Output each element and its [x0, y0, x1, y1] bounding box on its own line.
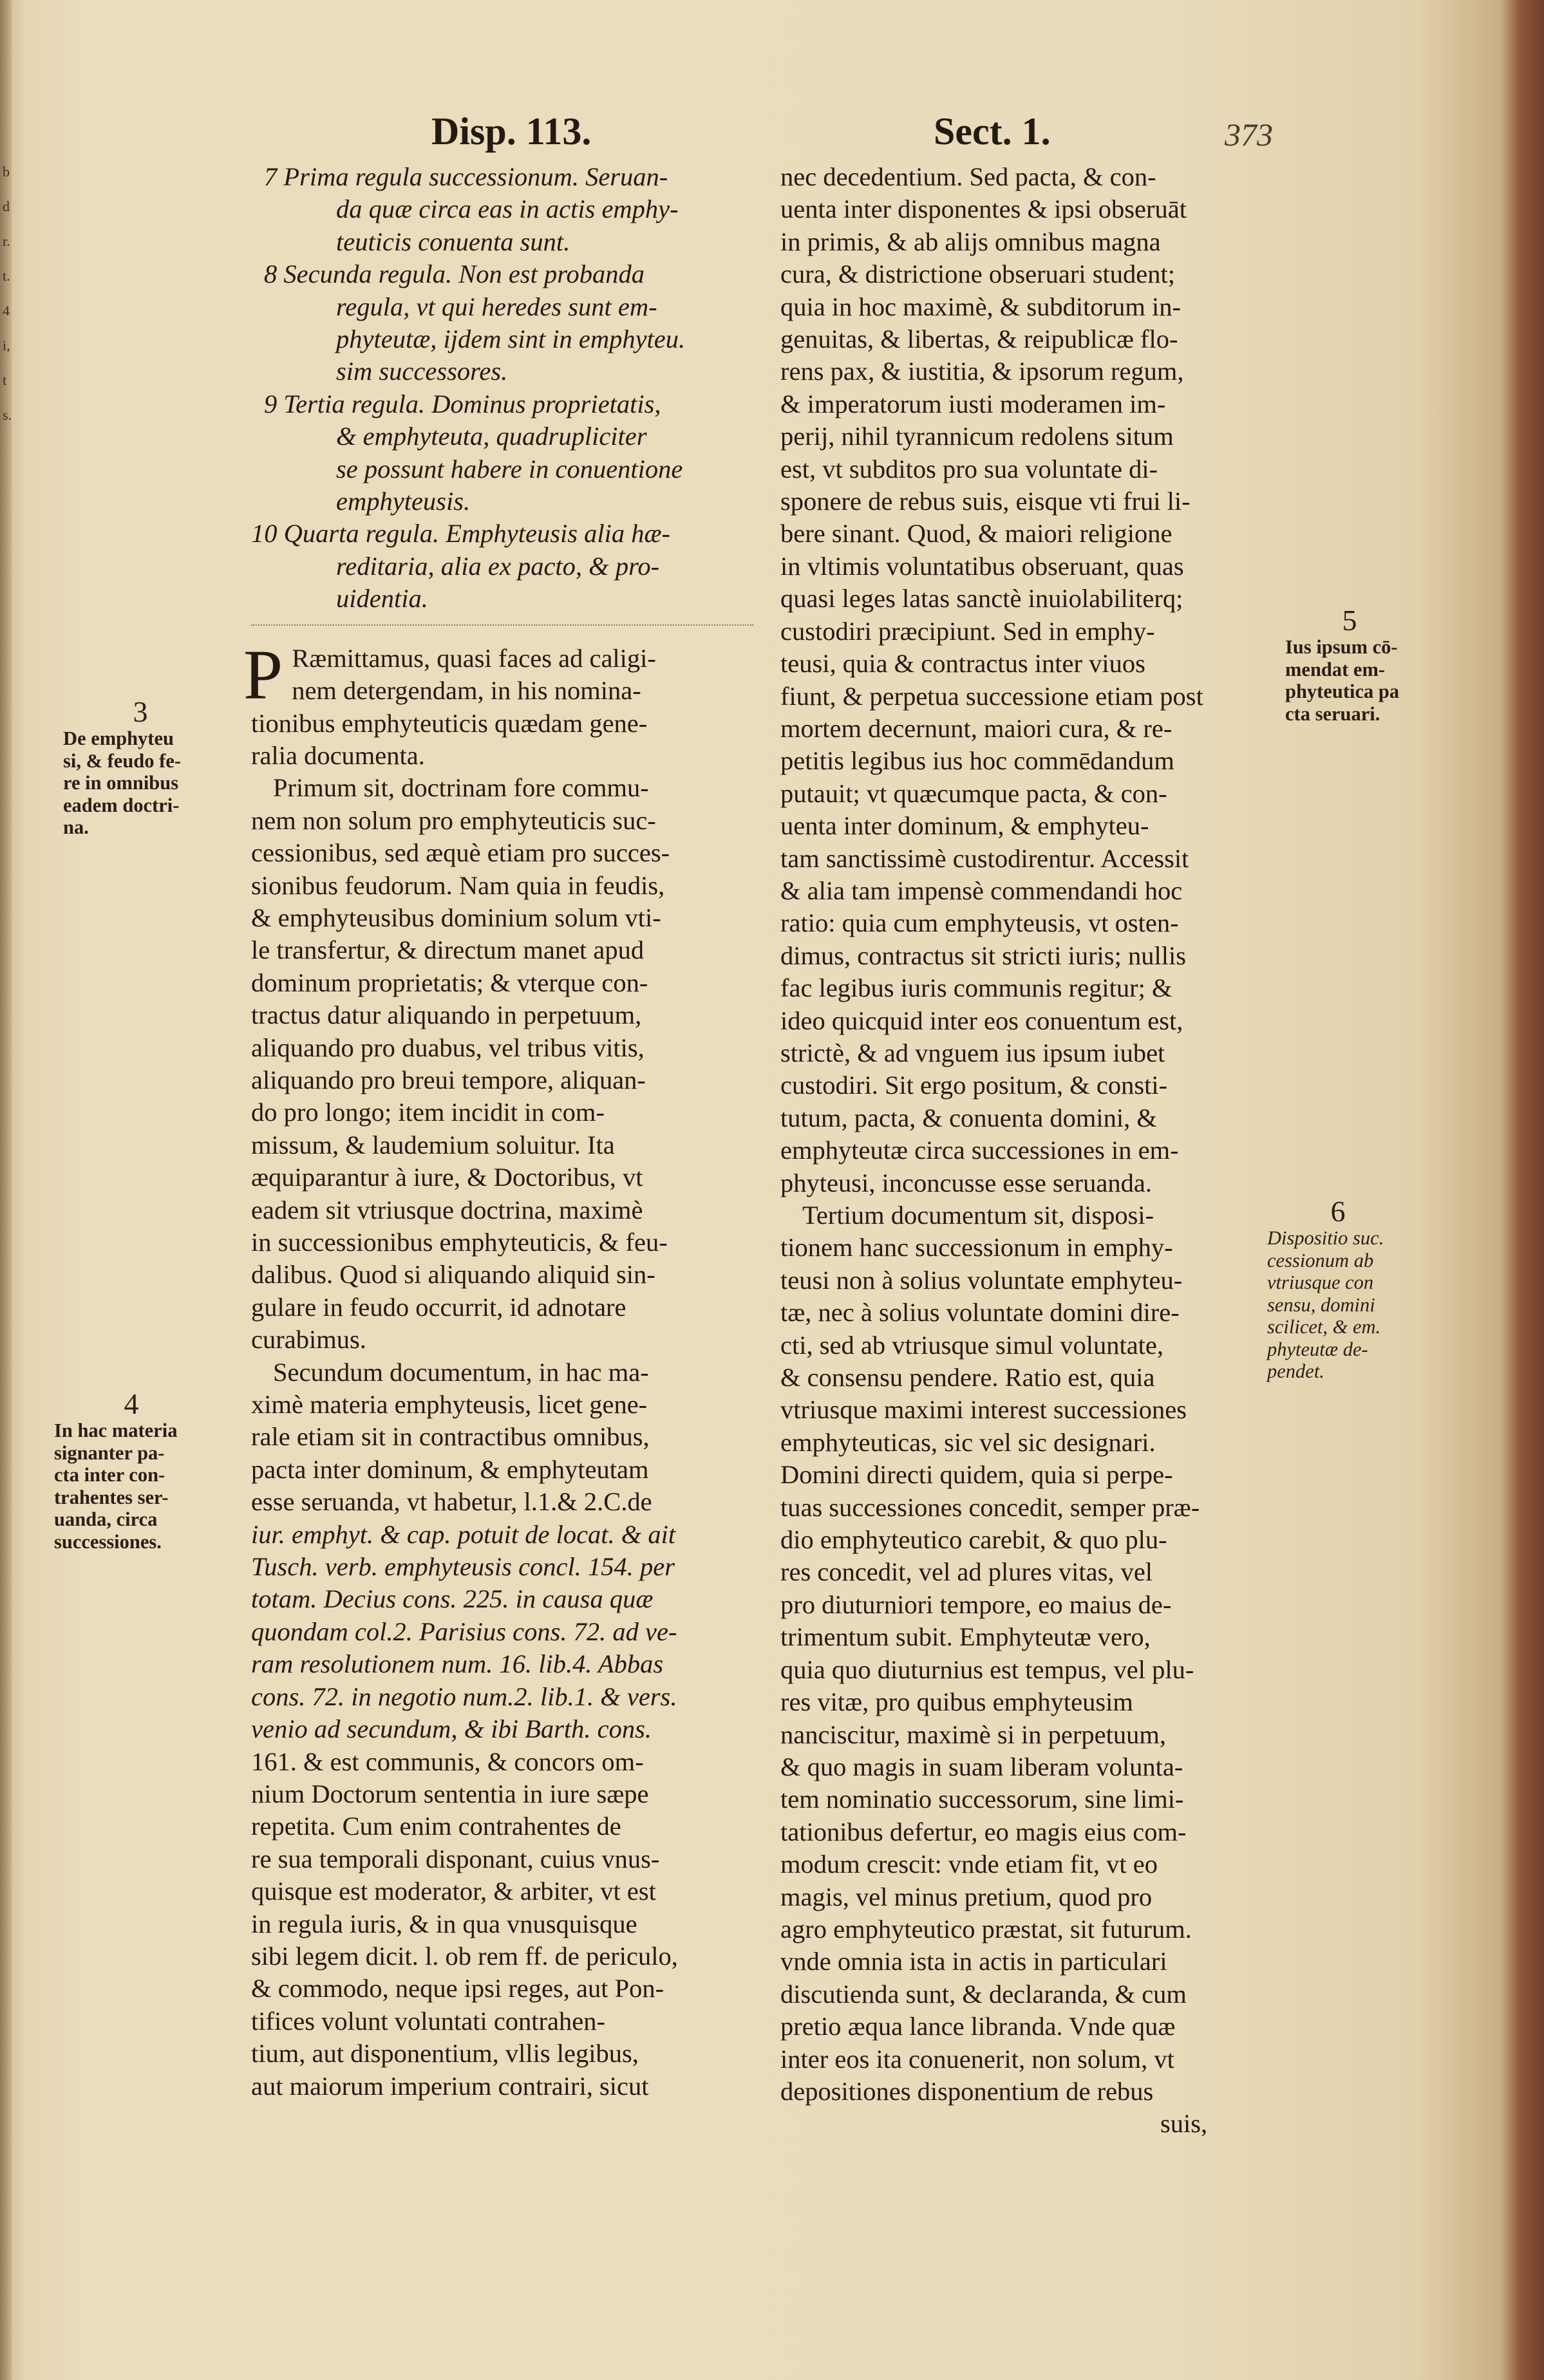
text-line: in primis, & ab alijs omnibus magna [780, 227, 1161, 256]
running-header-left: Disp. 113. [431, 110, 592, 153]
section-summary [251, 161, 753, 615]
text-line: inter eos ita conuenerit, non solum, vt [780, 2044, 1174, 2074]
text-line: fac legibus iuris communis regitur; & [780, 973, 1172, 1003]
summary-line: 8 Secunda regula. Non est probanda [264, 259, 645, 289]
text-line: teusi, quia & contractus inter viuos [780, 649, 1145, 679]
text-line: aliquando pro breui tempore, aliquan- [251, 1065, 646, 1094]
text-line: & alia tam impensè commendandi hoc [780, 876, 1183, 905]
margin-note-line: mendat em- [1285, 658, 1386, 680]
text-line: totam. Decius cons. 225. in causa quæ [251, 1584, 654, 1614]
text-line: & consensu pendere. Ratio est, quia [780, 1363, 1155, 1392]
text-line: Primum sit, doctrinam fore commu- [273, 773, 649, 803]
text-line: Tertium documentum sit, disposi- [802, 1201, 1154, 1230]
text-line: strictè, & ad vnguem ius ipsum iubet [780, 1038, 1165, 1067]
text-line: bere sinant. Quod, & maiori religione [780, 519, 1172, 548]
text-line: ram resolutionem num. 16. lib.4. Abbas [251, 1649, 664, 1679]
text-line: curabimus. [251, 1325, 366, 1354]
summary-line: da quæ circa eas in actis emphy- [336, 194, 679, 224]
summary-line: reditaria, alia ex pacto, & pro- [336, 551, 660, 581]
text-line: & imperatorum iusti moderamen im- [780, 389, 1166, 418]
margin-note-line: si, & feudo fe- [63, 749, 181, 772]
text-line: sibi legem dicit. l. ob rem ff. de periculo, [251, 1941, 678, 1971]
text-line: quasi leges latas sanctè inuiolabiliterq; [780, 584, 1183, 614]
text-line: Tusch. verb. emphyteusis concl. 154. per [251, 1552, 675, 1582]
margin-note-4 [54, 1389, 209, 1553]
text-line: sponere de rebus suis, eisque vti frui li- [780, 487, 1191, 516]
margin-note-line: pendet. [1267, 1360, 1324, 1382]
text-line: pretio æqua lance libranda. Vnde quæ [780, 2012, 1176, 2041]
text-line: nem detergendam, in his nomina- [292, 676, 641, 706]
right-column [780, 161, 1289, 2141]
margin-note-5 [1285, 605, 1414, 725]
text-line: magis, vel minus pretium, quod pro [780, 1882, 1153, 1911]
text-line: & emphyteusibus dominium solum vti- [251, 903, 661, 932]
text-line: nanciscitur, maximè si in perpetuum, [780, 1719, 1166, 1749]
margin-note-number: 6 [1330, 1195, 1346, 1228]
text-line: quia in hoc maximè, & subditorum in- [780, 292, 1182, 321]
edge-mark: r. [3, 233, 10, 249]
summary-line: emphyteusis. [336, 487, 471, 516]
text-line: phyteusi, inconcusse esse seruanda. [780, 1168, 1152, 1197]
edge-mark: b [3, 164, 10, 180]
margin-note-line: re in omnibus [63, 772, 179, 794]
margin-note-number: 3 [133, 695, 148, 728]
edge-mark: 4 [3, 303, 10, 319]
text-line: Ræmittamus, quasi faces ad caligi- [292, 643, 656, 673]
running-header-right: Sect. 1. [934, 110, 1051, 153]
text-line: esse seruanda, vt habetur, l.1.& 2.C.de [251, 1487, 652, 1517]
summary-line: & emphyteuta, quadrupliciter [336, 422, 647, 451]
margin-note-line: trahentes ser- [54, 1486, 169, 1508]
text-line: nec decedentium. Sed pacta, & con- [780, 162, 1156, 191]
text-line: aliquando pro duabus, vel tribus vitis, [251, 1033, 645, 1062]
text-line: teusi non à solius voluntate emphyteu- [780, 1265, 1183, 1295]
text-line: rens pax, & iustitia, & ipsorum regum, [780, 357, 1184, 386]
text-line: & commodo, neque ipsi reges, aut Pon- [251, 1974, 664, 2003]
text-line: tæ, nec à solius voluntate domini dire- [780, 1298, 1180, 1327]
edge-mark: i, [3, 337, 10, 353]
edge-mark: s. [3, 407, 12, 423]
margin-note-line: scilicet, & em. [1267, 1316, 1381, 1338]
margin-note-line: na. [63, 816, 89, 838]
margin-note-number: 5 [1342, 604, 1357, 637]
text-line: agro emphyteutico præstat, sit futurum. [780, 1914, 1192, 1944]
text-line: & quo magis in suam liberam volunta- [780, 1752, 1183, 1781]
text-line: cura, & districtione obseruari student; [780, 259, 1175, 289]
summary-line: teuticis conuenta sunt. [336, 227, 570, 256]
text-line: Secundum documentum, in hac ma- [273, 1357, 649, 1387]
text-line: custodiri præcipiunt. Sed in emphy- [780, 616, 1155, 646]
text-line: emphyteuticas, sic vel sic designari. [780, 1427, 1156, 1457]
drop-capital: P [243, 635, 283, 714]
text-line: repetita. Cum enim contrahentes de [251, 1812, 621, 1841]
text-line: nium Doctorum sententia in iure sæpe [251, 1779, 649, 1808]
margin-note-line: phyteutæ de- [1267, 1338, 1368, 1360]
text-line: venio ad secundum, & ibi Barth. cons. [251, 1714, 652, 1744]
text-line: rale etiam sit in contractibus omnibus, [251, 1422, 650, 1452]
text-line: suis, [1160, 2109, 1208, 2139]
left-column [243, 161, 753, 2103]
summary-line: 10 Quarta regula. Emphyteusis alia hæ- [251, 519, 670, 548]
text-line: tem nominatio successorum, sine limi- [780, 1785, 1184, 1814]
text-line: tam sanctissimè custodirentur. Accessit [780, 843, 1189, 873]
text-line: re sua temporali disponant, cuius vnus- [251, 1844, 660, 1873]
summary-line: phyteutæ, ijdem sint in emphyteu. [336, 324, 686, 354]
margin-note-line: vtriusque con [1267, 1271, 1374, 1293]
summary-line: regula, vt qui heredes sunt em- [336, 292, 657, 321]
text-line: tractus datur aliquando in perpetuum, [251, 1000, 642, 1030]
text-line: discutienda sunt, & declaranda, & cum [780, 1979, 1187, 2009]
text-line: 161. & est communis, & concors om- [251, 1747, 644, 1776]
text-line: emphyteutæ circa successiones in em- [780, 1136, 1179, 1165]
edge-mark: t. [3, 268, 10, 284]
text-line: tuas successiones concedit, semper præ- [780, 1492, 1200, 1522]
text-line: fiunt, & perpetua successione etiam post [780, 681, 1203, 711]
text-line: quia quo diuturnius est tempus, vel plu- [780, 1654, 1194, 1684]
text-line: nem non solum pro emphyteuticis suc- [251, 805, 656, 835]
text-line: dimus, contractus sit stricti iuris; nullis [780, 941, 1186, 970]
facing-page-edge-marks [3, 155, 12, 433]
margin-note-6 [1267, 1196, 1409, 1383]
text-line: pro diuturniori tempore, eo maius de- [780, 1589, 1172, 1619]
text-line: uenta inter disponentes & ipsi obseruāt [780, 194, 1187, 224]
text-line: aut maiorum imperium contrairi, sicut [251, 2071, 649, 2101]
text-line: æquiparantur à iure, & Doctoribus, vt [251, 1163, 643, 1192]
text-line: do pro longo; item incidit in com- [251, 1098, 605, 1127]
text-line: trimentum subit. Emphyteutæ vero, [780, 1622, 1151, 1652]
text-line: genuitas, & libertas, & reipublicæ flo- [780, 324, 1178, 354]
text-line: iur. emphyt. & cap. potuit de locat. & ait [251, 1519, 676, 1549]
text-line: in vltimis voluntatibus obseruant, quas [780, 551, 1184, 581]
margin-note-line: uanda, circa [54, 1508, 158, 1530]
summary-line: 9 Tertia regula. Dominus proprietatis, [264, 389, 661, 418]
margin-note-line: In hac materia [54, 1420, 178, 1441]
summary-line: uidentia. [336, 584, 428, 614]
text-line: tionem hanc successionum in emphy- [780, 1233, 1173, 1262]
margin-note-line: cessionum ab [1267, 1249, 1374, 1271]
text-line: in regula iuris, & in qua vnusquisque [251, 1909, 637, 1938]
text-line: eadem sit vtriusque doctrina, maximè [251, 1195, 643, 1224]
text-line: ralia documenta. [251, 740, 425, 770]
text-line: sionibus feudorum. Nam quia in feudis, [251, 870, 665, 900]
text-line: quisque est moderator, & arbiter, vt est [251, 1877, 656, 1906]
text-line: tifices volunt voluntati contrahen- [251, 2006, 605, 2036]
text-line: in successionibus emphyteuticis, & feu- [251, 1228, 668, 1257]
text-line: modum crescit: vnde etiam fit, vt eo [780, 1850, 1158, 1879]
text-line: vnde omnia ista in actis in particulari [780, 1947, 1167, 1976]
text-line: cessionibus, sed æquè etiam pro succes- [251, 838, 670, 868]
text-line: vtriusque maximi interest successiones [780, 1395, 1187, 1425]
margin-note-line: sensu, domini [1267, 1293, 1375, 1316]
text-line: petitis legibus ius hoc commēdandum [780, 746, 1174, 776]
text-line: uenta inter dominum, & emphyteu- [780, 811, 1149, 841]
text-line: missum, & laudemium soluitur. Ita [251, 1130, 615, 1159]
text-line: res vitæ, pro quibus emphyteusim [780, 1687, 1133, 1717]
margin-note-number: 4 [124, 1387, 139, 1420]
text-line: est, vt subditos pro sua voluntate di- [780, 454, 1158, 483]
text-line: cons. 72. in negotio num.2. lib.1. & vers. [251, 1682, 677, 1711]
text-line: cti, sed ab vtriusque simul voluntate, [780, 1330, 1164, 1360]
margin-note-line: cta inter con- [54, 1464, 165, 1486]
summary-line: 7 Prima regula successionum. Seruan- [264, 162, 668, 191]
edge-mark: d [3, 198, 10, 214]
body-text-left [243, 635, 753, 2103]
summary-divider [251, 624, 753, 626]
text-line: dalibus. Quod si aliquando aliquid sin- [251, 1260, 655, 1289]
text-line: custodiri. Sit ergo positum, & consti- [780, 1071, 1168, 1100]
margin-note-line: Ius ipsum cō- [1285, 636, 1398, 658]
summary-line: sim successores. [336, 357, 508, 386]
text-line: res concedit, vel ad plures vitas, vel [780, 1557, 1153, 1587]
margin-note-line: eadem doctri- [63, 794, 180, 816]
text-line: ximè materia emphyteusis, licet gene- [251, 1390, 648, 1420]
margin-note-line: De emphyteu [63, 727, 174, 749]
text-line: pacta inter dominum, & emphyteutam [251, 1454, 649, 1484]
text-line: tationibus defertur, eo magis eius com- [780, 1817, 1187, 1846]
text-line: tutum, pacta, & conuenta domini, & [780, 1103, 1157, 1132]
text-line: depositiones disponentium de rebus [780, 2076, 1154, 2106]
margin-note-line: phyteutica pa [1285, 680, 1400, 702]
margin-note-3 [63, 697, 218, 839]
page-number: 373 [1225, 117, 1273, 153]
text-line: tium, aut disponentium, vllis legibus, [251, 2039, 639, 2068]
text-line: ideo quicquid inter eos conuentum est, [780, 1006, 1183, 1035]
edge-mark: t [3, 372, 7, 388]
text-line: le transfertur, & directum manet apud [251, 935, 645, 965]
summary-line: se possunt habere in conuentione [336, 454, 683, 483]
margin-note-line: signanter pa- [54, 1441, 165, 1464]
text-line: perij, nihil tyrannicum redolens situm [780, 422, 1174, 451]
text-line: Domini directi quidem, quia si perpe- [780, 1460, 1173, 1490]
margin-note-line: Dispositio suc. [1267, 1227, 1384, 1249]
margin-note-line: cta seruari. [1285, 702, 1380, 725]
margin-note-line: successiones. [54, 1530, 162, 1553]
text-line: dominum proprietatis; & vterque con- [251, 968, 648, 997]
text-line: quondam col.2. Parisius cons. 72. ad ve- [251, 1616, 677, 1646]
text-line: dio emphyteutico carebit, & quo plu- [780, 1525, 1167, 1555]
text-line: ratio: quia cum emphyteusis, vt osten- [780, 908, 1179, 938]
text-line: putauit; vt quæcumque pacta, & con- [780, 778, 1167, 808]
text-line: gulare in feudo occurrit, id adnotare [251, 1292, 626, 1322]
text-line: mortem decernunt, maiori cura, & re- [780, 713, 1172, 743]
text-line: tionibus emphyteuticis quædam gene- [251, 708, 648, 738]
